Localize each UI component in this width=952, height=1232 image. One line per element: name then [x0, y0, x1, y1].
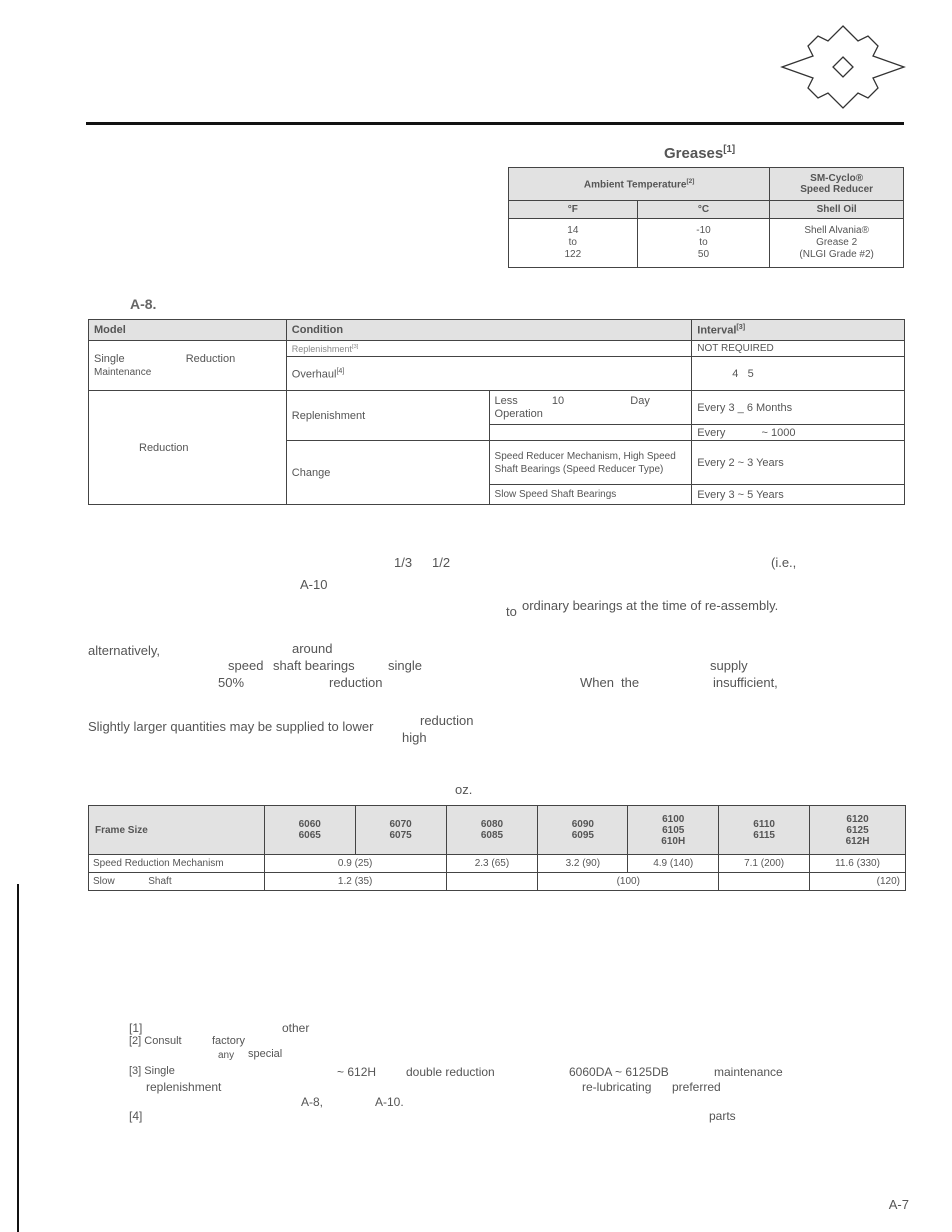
- text-fragment-19: reduction: [420, 713, 474, 728]
- shell-oil-grade: Shell Alvania® Grease 2 (NLGI Grade #2): [770, 219, 904, 268]
- fahrenheit-range: 14 to 122: [509, 219, 638, 268]
- fahrenheit-header: °F: [509, 201, 638, 219]
- greases-table: [508, 167, 904, 268]
- lubrication-interval-table: [88, 319, 905, 505]
- double-replenishment: Replenishment: [286, 391, 489, 441]
- frame-6080-header: 6080 6085: [446, 806, 538, 855]
- text-fragment-16: the: [621, 675, 640, 690]
- frame-6070-header: 6070 6075: [355, 806, 446, 855]
- text-fragment-9: speed: [228, 658, 264, 673]
- model-header: Model: [89, 320, 287, 341]
- table-row: [89, 873, 906, 891]
- qty-cell: 1.2 (35): [264, 873, 446, 891]
- frame-6110-header: 6110 6115: [719, 806, 810, 855]
- text-fragment-7: alternatively,: [88, 643, 161, 658]
- note-3-text-f: re-lubricating: [582, 1080, 652, 1094]
- single-replenishment: Replenishment[3]: [286, 341, 691, 357]
- every-1000-hours: Every ~ 1000: [692, 425, 905, 441]
- note-2-text-c: special: [248, 1048, 283, 1060]
- mechanism-bearings-condition: Speed Reducer Mechanism, High Speed Shaft Bearings (Speed Reducer Type): [489, 441, 692, 485]
- note-1-text: other: [282, 1021, 310, 1035]
- grease-quantity-table: [88, 805, 906, 891]
- text-fragment-8: around: [292, 641, 333, 656]
- qty-cell: 7.1 (200): [719, 855, 810, 873]
- celsius-range: -10 to 50: [637, 219, 770, 268]
- qty-cell: 2.3 (65): [446, 855, 538, 873]
- margin-rule: [17, 884, 19, 1232]
- text-fragment-13: 50%: [218, 675, 245, 690]
- change-condition: Change: [286, 441, 489, 505]
- overhaul-interval: 4 5: [692, 357, 905, 391]
- every-2-3-years: Every 2 ~ 3 Years: [692, 441, 905, 485]
- header-rule: [86, 122, 904, 125]
- qty-cell: 11.6 (330): [810, 855, 906, 873]
- hours-condition: [489, 425, 692, 441]
- frame-6100-header: 6100 6105 610H: [628, 806, 719, 855]
- table-row: [89, 855, 906, 873]
- text-fragment-21: oz.: [455, 782, 473, 797]
- company-logo-icon: [780, 22, 906, 112]
- qty-cell: [719, 873, 810, 891]
- page-number: A-7: [888, 1197, 909, 1212]
- every-3-6-months: Every 3 _ 6 Months: [692, 391, 905, 425]
- text-fragment-2: 1/2: [432, 555, 451, 570]
- note-3-text-e: replenishment: [146, 1080, 222, 1094]
- text-fragment-15: When: [580, 675, 614, 690]
- text-fragment-10: shaft bearings: [273, 658, 355, 673]
- note-3-text-b: double reduction: [406, 1065, 495, 1079]
- text-fragment-11: single: [388, 658, 422, 673]
- frame-6120-header: 6120 6125 612H: [810, 806, 906, 855]
- note-2-mark: [2] Consult: [129, 1035, 182, 1047]
- text-fragment-12: supply: [710, 658, 748, 673]
- frame-size-header: Frame Size: [89, 806, 265, 855]
- note-3-text-i: A-10.: [375, 1095, 404, 1109]
- celsius-header: °C: [637, 201, 770, 219]
- text-fragment-14: reduction: [329, 675, 383, 690]
- frame-6060-header: 6060 6065: [264, 806, 355, 855]
- note-3-mark: [3] Single: [129, 1065, 175, 1077]
- note-3-text-c: 6060DA ~ 6125DB: [569, 1065, 669, 1079]
- qty-cell: (100): [538, 873, 719, 891]
- text-fragment-3: (i.e.,: [771, 555, 797, 570]
- less-than-10-day-operation: Less 10 Day Operation: [489, 391, 692, 425]
- double-reduction-model: Reduction: [89, 391, 287, 505]
- text-fragment-5: to: [506, 604, 517, 619]
- text-fragment-17: insufficient,: [713, 675, 778, 690]
- overhaul-condition: Overhaul[4]: [286, 357, 691, 391]
- note-3-text-d: maintenance: [714, 1065, 783, 1079]
- note-4-text: parts: [709, 1109, 736, 1123]
- table-a8-label: A-8.: [130, 296, 157, 312]
- mechanism-label: Speed Reduction Mechanism: [89, 855, 265, 873]
- every-3-5-years: Every 3 ~ 5 Years: [692, 485, 905, 505]
- qty-cell: [446, 873, 538, 891]
- qty-cell: 3.2 (90): [538, 855, 628, 873]
- note-3-text-g: preferred: [672, 1080, 721, 1094]
- note-4-mark: [4]: [129, 1109, 143, 1123]
- note-3-text-h: A-8,: [301, 1095, 324, 1109]
- reducer-header: SM-Cyclo® Speed Reducer: [770, 168, 904, 201]
- slow-speed-bearings-condition: Slow Speed Shaft Bearings: [489, 485, 692, 505]
- condition-header: Condition: [286, 320, 691, 341]
- text-fragment-20: high: [402, 730, 427, 745]
- ambient-temperature-header: Ambient Temperature[2]: [509, 168, 770, 201]
- text-fragment-6: ordinary bearings at the time of re-assembly.: [522, 598, 779, 613]
- note-2-text-b: any: [218, 1050, 235, 1061]
- slow-shaft-label: Slow Shaft: [89, 873, 265, 891]
- interval-header: Interval[3]: [692, 320, 905, 341]
- text-fragment-4: A-10: [300, 577, 328, 592]
- frame-6090-header: 6090 6095: [538, 806, 628, 855]
- text-fragment-1: 1/3: [394, 555, 413, 570]
- qty-cell: 4.9 (140): [628, 855, 719, 873]
- text-fragment-18: Slightly larger quantities may be supplied to lower: [88, 719, 374, 734]
- not-required-value: NOT REQUIRED: [692, 341, 905, 357]
- single-reduction-model: Single Reduction Maintenance: [89, 341, 287, 391]
- greases-title: Greases[1]: [664, 144, 736, 162]
- note-2-text-a: factory: [212, 1035, 246, 1047]
- shell-oil-header: Shell Oil: [770, 201, 904, 219]
- note-3-text-a: ~ 612H: [337, 1065, 377, 1079]
- qty-cell: 0.9 (25): [264, 855, 446, 873]
- qty-cell: (120): [810, 873, 906, 891]
- note-1-mark: [1]: [129, 1021, 143, 1035]
